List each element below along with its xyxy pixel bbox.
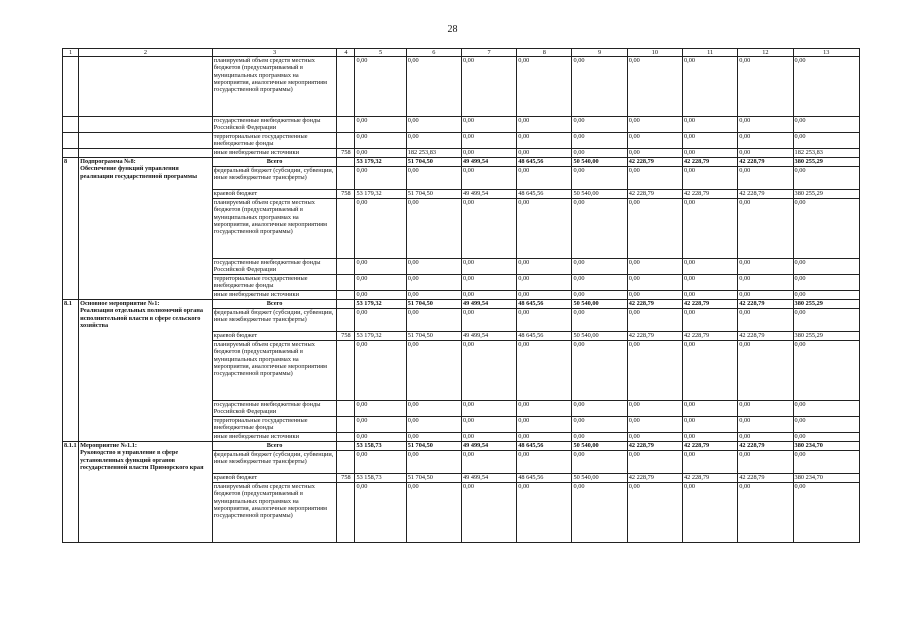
- value-cell: 0,00: [793, 133, 859, 149]
- funding-source-cell: государственные внебюджетные фонды Российской Федерации: [212, 117, 337, 133]
- value-cell: 53 179,32: [355, 190, 406, 199]
- total-value-cell: 49 499,54: [461, 158, 516, 167]
- value-cell: 0,00: [683, 401, 738, 417]
- page-number: 28: [447, 24, 458, 35]
- value-cell: 0,00: [572, 57, 627, 117]
- value-cell: 0,00: [793, 483, 859, 543]
- value-cell: 0,00: [738, 341, 793, 401]
- value-cell: 0,00: [627, 57, 682, 117]
- section-total-row: [63, 300, 860, 309]
- description-cell: [79, 300, 213, 442]
- budget-code-cell: [337, 158, 355, 167]
- value-cell: 0,00: [627, 483, 682, 543]
- total-value-cell: 49 499,54: [461, 300, 516, 309]
- budget-code-cell: 758: [337, 190, 355, 199]
- value-cell: 51 704,50: [406, 332, 461, 341]
- value-cell: 0,00: [406, 291, 461, 300]
- value-cell: 0,00: [627, 133, 682, 149]
- row-number-cell: 8: [63, 158, 79, 300]
- budget-code-cell: [337, 117, 355, 133]
- value-cell: 380 234,70: [793, 474, 859, 483]
- value-cell: 50 540,00: [572, 190, 627, 199]
- value-cell: 0,00: [683, 309, 738, 332]
- column-header: 6: [406, 49, 461, 57]
- value-cell: 0,00: [406, 259, 461, 275]
- value-cell: 0,00: [572, 199, 627, 259]
- value-cell: 0,00: [793, 167, 859, 190]
- value-cell: 0,00: [355, 433, 406, 442]
- section-description: Обеспечение функций управления реализации государственной программы: [80, 165, 198, 180]
- total-label-cell: Всего: [212, 158, 337, 167]
- funding-source-cell: территориальные государственные внебюджетные фонды: [212, 417, 337, 433]
- value-cell: 0,00: [355, 133, 406, 149]
- value-cell: 0,00: [793, 275, 859, 291]
- budget-code-cell: 758: [337, 474, 355, 483]
- total-value-cell: 51 704,50: [406, 300, 461, 309]
- value-cell: 0,00: [572, 401, 627, 417]
- value-cell: 0,00: [738, 149, 793, 158]
- value-cell: 0,00: [738, 275, 793, 291]
- value-cell: 0,00: [572, 117, 627, 133]
- value-cell: 0,00: [517, 275, 572, 291]
- value-cell: 0,00: [683, 167, 738, 190]
- value-cell: 0,00: [461, 167, 516, 190]
- column-header: 2: [79, 49, 213, 57]
- value-cell: 0,00: [793, 341, 859, 401]
- description-cell: [79, 57, 213, 117]
- value-cell: 0,00: [355, 401, 406, 417]
- total-value-cell: 51 704,50: [406, 158, 461, 167]
- total-value-cell: 42 228,79: [627, 158, 682, 167]
- total-value-cell: 49 499,54: [461, 442, 516, 451]
- value-cell: 0,00: [461, 401, 516, 417]
- section-description: Руководство и управление в сфере установленных функций органов государственной власти Приморского края: [80, 449, 204, 471]
- value-cell: 42 228,79: [627, 190, 682, 199]
- value-cell: 0,00: [793, 417, 859, 433]
- value-cell: 0,00: [738, 401, 793, 417]
- value-cell: 0,00: [461, 275, 516, 291]
- value-cell: 48 645,56: [517, 332, 572, 341]
- budget-code-cell: [337, 433, 355, 442]
- header-row: [63, 49, 860, 57]
- value-cell: 0,00: [683, 199, 738, 259]
- value-cell: 0,00: [793, 451, 859, 474]
- value-cell: 51 704,50: [406, 474, 461, 483]
- total-value-cell: 48 645,56: [517, 158, 572, 167]
- value-cell: 48 645,56: [517, 190, 572, 199]
- funding-source-cell: планируемый объем средств местных бюджетов (предусматриваемый в муниципальных программах на мероприятия, аналогичные мероприятиям государственной программы): [212, 199, 337, 259]
- total-value-cell: 380 234,70: [793, 442, 859, 451]
- budget-code-cell: [337, 259, 355, 275]
- value-cell: 0,00: [627, 199, 682, 259]
- description-cell: [79, 442, 213, 543]
- value-cell: 0,00: [572, 433, 627, 442]
- table-row: [63, 57, 860, 117]
- total-value-cell: 50 540,00: [572, 158, 627, 167]
- value-cell: 0,00: [406, 341, 461, 401]
- value-cell: 0,00: [517, 259, 572, 275]
- value-cell: 53 158,73: [355, 474, 406, 483]
- value-cell: 0,00: [461, 309, 516, 332]
- table-row: [63, 149, 860, 158]
- total-value-cell: 51 704,50: [406, 442, 461, 451]
- budget-code-cell: 758: [337, 332, 355, 341]
- total-value-cell: 42 228,79: [683, 158, 738, 167]
- funding-source-cell: территориальные государственные внебюджетные фонды: [212, 275, 337, 291]
- value-cell: 0,00: [572, 275, 627, 291]
- value-cell: 182 253,83: [406, 149, 461, 158]
- section-total-row: [63, 158, 860, 167]
- value-cell: 53 179,32: [355, 332, 406, 341]
- total-value-cell: 42 228,79: [683, 442, 738, 451]
- description-cell: [79, 158, 213, 300]
- value-cell: 0,00: [793, 309, 859, 332]
- value-cell: 0,00: [572, 417, 627, 433]
- value-cell: 0,00: [738, 417, 793, 433]
- value-cell: 0,00: [572, 451, 627, 474]
- value-cell: 0,00: [627, 117, 682, 133]
- value-cell: 0,00: [461, 417, 516, 433]
- value-cell: 0,00: [793, 401, 859, 417]
- value-cell: 0,00: [627, 417, 682, 433]
- value-cell: 0,00: [517, 433, 572, 442]
- value-cell: 0,00: [517, 117, 572, 133]
- value-cell: 0,00: [738, 483, 793, 543]
- funding-source-cell: иные внебюджетные источники: [212, 291, 337, 300]
- value-cell: 0,00: [683, 275, 738, 291]
- value-cell: 0,00: [683, 291, 738, 300]
- value-cell: 0,00: [355, 451, 406, 474]
- value-cell: 0,00: [406, 401, 461, 417]
- table-row: [63, 117, 860, 133]
- value-cell: 0,00: [572, 341, 627, 401]
- value-cell: 380 255,29: [793, 332, 859, 341]
- section-title: Основное мероприятие №1:: [80, 300, 160, 308]
- funding-source-cell: краевой бюджет: [212, 190, 337, 199]
- total-value-cell: 53 179,32: [355, 158, 406, 167]
- value-cell: 0,00: [572, 483, 627, 543]
- budget-code-cell: [337, 291, 355, 300]
- column-header: 4: [337, 49, 355, 57]
- row-number-cell: 8.1: [63, 300, 79, 442]
- value-cell: 0,00: [406, 199, 461, 259]
- value-cell: 0,00: [683, 57, 738, 117]
- value-cell: 0,00: [461, 433, 516, 442]
- total-value-cell: 42 228,79: [738, 158, 793, 167]
- value-cell: 0,00: [406, 417, 461, 433]
- value-cell: 0,00: [355, 483, 406, 543]
- value-cell: 42 228,79: [683, 474, 738, 483]
- description-cell: [79, 149, 213, 158]
- section-description: Реализация отдельных полномочий органа исполнительной власти в сфере сельского хозяйства: [80, 307, 203, 329]
- total-value-cell: 50 540,00: [572, 442, 627, 451]
- value-cell: 182 253,83: [793, 149, 859, 158]
- total-value-cell: 48 645,56: [517, 300, 572, 309]
- value-cell: 0,00: [355, 291, 406, 300]
- value-cell: 0,00: [793, 433, 859, 442]
- value-cell: 49 499,54: [461, 332, 516, 341]
- value-cell: 0,00: [406, 117, 461, 133]
- value-cell: 0,00: [517, 483, 572, 543]
- value-cell: 0,00: [517, 149, 572, 158]
- value-cell: 42 228,79: [683, 190, 738, 199]
- value-cell: 42 228,79: [627, 332, 682, 341]
- value-cell: 0,00: [461, 57, 516, 117]
- funding-source-cell: иные внебюджетные источники: [212, 149, 337, 158]
- total-label-cell: Всего: [212, 300, 337, 309]
- value-cell: 0,00: [517, 133, 572, 149]
- value-cell: 0,00: [461, 483, 516, 543]
- value-cell: 0,00: [683, 341, 738, 401]
- value-cell: 0,00: [461, 341, 516, 401]
- budget-code-cell: 758: [337, 149, 355, 158]
- value-cell: 0,00: [683, 133, 738, 149]
- funding-source-cell: федеральный бюджет (субсидии, субвенции, иные межбюджетные трансферты): [212, 309, 337, 332]
- budget-code-cell: [337, 417, 355, 433]
- value-cell: 0,00: [738, 259, 793, 275]
- budget-code-cell: [337, 57, 355, 117]
- value-cell: 42 228,79: [738, 332, 793, 341]
- value-cell: 0,00: [793, 199, 859, 259]
- description-cell: [79, 117, 213, 133]
- value-cell: 0,00: [355, 309, 406, 332]
- funding-source-cell: государственные внебюджетные фонды Российской Федерации: [212, 259, 337, 275]
- value-cell: 0,00: [406, 451, 461, 474]
- value-cell: 42 228,79: [738, 190, 793, 199]
- value-cell: 380 255,29: [793, 190, 859, 199]
- value-cell: 0,00: [517, 401, 572, 417]
- total-value-cell: 53 179,32: [355, 300, 406, 309]
- total-value-cell: 42 228,79: [738, 300, 793, 309]
- value-cell: 0,00: [738, 199, 793, 259]
- value-cell: 0,00: [406, 167, 461, 190]
- value-cell: 0,00: [683, 451, 738, 474]
- column-header: 12: [738, 49, 793, 57]
- value-cell: 0,00: [627, 275, 682, 291]
- value-cell: 0,00: [406, 309, 461, 332]
- budget-code-cell: [337, 341, 355, 401]
- total-value-cell: 42 228,79: [627, 442, 682, 451]
- funding-source-cell: государственные внебюджетные фонды Российской Федерации: [212, 401, 337, 417]
- section-title: Подпрограмма №8:: [80, 158, 136, 166]
- value-cell: 0,00: [627, 149, 682, 158]
- row-number-cell: [63, 117, 79, 133]
- column-header: 3: [212, 49, 337, 57]
- row-number-cell: 8.1.1: [63, 442, 79, 543]
- value-cell: 0,00: [355, 167, 406, 190]
- value-cell: 0,00: [572, 133, 627, 149]
- value-cell: 0,00: [406, 133, 461, 149]
- value-cell: 0,00: [572, 309, 627, 332]
- value-cell: 0,00: [627, 291, 682, 300]
- value-cell: 0,00: [793, 291, 859, 300]
- value-cell: 0,00: [517, 309, 572, 332]
- value-cell: 0,00: [738, 117, 793, 133]
- value-cell: 0,00: [572, 259, 627, 275]
- value-cell: 0,00: [517, 291, 572, 300]
- value-cell: 0,00: [517, 451, 572, 474]
- value-cell: 0,00: [406, 483, 461, 543]
- budget-code-cell: [337, 451, 355, 474]
- total-value-cell: 53 158,73: [355, 442, 406, 451]
- total-label-cell: Всего: [212, 442, 337, 451]
- budget-code-cell: [337, 309, 355, 332]
- value-cell: 0,00: [355, 117, 406, 133]
- value-cell: 42 228,79: [627, 474, 682, 483]
- budget-code-cell: [337, 133, 355, 149]
- value-cell: 0,00: [355, 417, 406, 433]
- value-cell: 50 540,00: [572, 332, 627, 341]
- value-cell: 0,00: [627, 341, 682, 401]
- value-cell: 0,00: [627, 167, 682, 190]
- total-value-cell: 42 228,79: [738, 442, 793, 451]
- funding-source-cell: краевой бюджет: [212, 332, 337, 341]
- column-header: 7: [461, 49, 516, 57]
- value-cell: 0,00: [627, 451, 682, 474]
- value-cell: 0,00: [738, 57, 793, 117]
- budget-code-cell: [337, 442, 355, 451]
- budget-code-cell: [337, 483, 355, 543]
- funding-source-cell: федеральный бюджет (субсидии, субвенции, иные межбюджетные трансферты): [212, 451, 337, 474]
- value-cell: 42 228,79: [738, 474, 793, 483]
- total-value-cell: 42 228,79: [683, 300, 738, 309]
- value-cell: 0,00: [683, 259, 738, 275]
- section-total-row: [63, 442, 860, 451]
- value-cell: 0,00: [683, 417, 738, 433]
- value-cell: 0,00: [517, 417, 572, 433]
- total-value-cell: 42 228,79: [627, 300, 682, 309]
- value-cell: 0,00: [406, 57, 461, 117]
- value-cell: 0,00: [627, 259, 682, 275]
- column-header: 9: [572, 49, 627, 57]
- total-value-cell: 50 540,00: [572, 300, 627, 309]
- value-cell: 42 228,79: [683, 332, 738, 341]
- value-cell: 0,00: [738, 309, 793, 332]
- value-cell: 0,00: [738, 133, 793, 149]
- funding-source-cell: планируемый объем средств местных бюджетов (предусматриваемый в муниципальных программах на мероприятия, аналогичные мероприятиям государственной программы): [212, 341, 337, 401]
- value-cell: 0,00: [461, 133, 516, 149]
- value-cell: 0,00: [461, 451, 516, 474]
- value-cell: 0,00: [572, 167, 627, 190]
- funding-source-cell: территориальные государственные внебюджетные фонды: [212, 133, 337, 149]
- value-cell: 0,00: [793, 57, 859, 117]
- funding-source-cell: иные внебюджетные источники: [212, 433, 337, 442]
- value-cell: 0,00: [627, 309, 682, 332]
- value-cell: 0,00: [517, 167, 572, 190]
- total-value-cell: 48 645,56: [517, 442, 572, 451]
- budget-table: [62, 48, 860, 543]
- table-row: [63, 133, 860, 149]
- budget-code-cell: [337, 199, 355, 259]
- funding-source-cell: краевой бюджет: [212, 474, 337, 483]
- value-cell: 0,00: [461, 149, 516, 158]
- value-cell: 0,00: [406, 433, 461, 442]
- value-cell: 49 499,54: [461, 190, 516, 199]
- value-cell: 0,00: [793, 117, 859, 133]
- value-cell: 0,00: [683, 149, 738, 158]
- row-number-cell: [63, 133, 79, 149]
- row-number-cell: [63, 57, 79, 117]
- value-cell: 0,00: [572, 149, 627, 158]
- funding-source-cell: планируемый объем средств местных бюджетов (предусматриваемый в муниципальных программах на мероприятия, аналогичные мероприятиям государственной программы): [212, 483, 337, 543]
- value-cell: 0,00: [738, 451, 793, 474]
- value-cell: 0,00: [355, 275, 406, 291]
- value-cell: 0,00: [517, 341, 572, 401]
- column-header: 5: [355, 49, 406, 57]
- funding-source-cell: планируемый объем средств местных бюджетов (предусматриваемый в муниципальных программах на мероприятия, аналогичные мероприятиям государственной программы): [212, 57, 337, 117]
- row-number-cell: [63, 149, 79, 158]
- total-value-cell: 380 255,29: [793, 158, 859, 167]
- column-header: 8: [517, 49, 572, 57]
- description-cell: [79, 133, 213, 149]
- budget-code-cell: [337, 300, 355, 309]
- value-cell: 0,00: [355, 341, 406, 401]
- value-cell: 48 645,56: [517, 474, 572, 483]
- value-cell: 50 540,00: [572, 474, 627, 483]
- value-cell: 0,00: [461, 199, 516, 259]
- section-title: Мероприятие №1.1:: [80, 442, 137, 450]
- value-cell: 51 704,50: [406, 190, 461, 199]
- funding-source-cell: федеральный бюджет (субсидии, субвенции, иные межбюджетные трансферты): [212, 167, 337, 190]
- total-value-cell: 380 255,29: [793, 300, 859, 309]
- value-cell: 0,00: [627, 433, 682, 442]
- value-cell: 49 499,54: [461, 474, 516, 483]
- budget-code-cell: [337, 401, 355, 417]
- value-cell: 0,00: [793, 259, 859, 275]
- value-cell: 0,00: [683, 117, 738, 133]
- column-header: 1: [63, 49, 79, 57]
- value-cell: 0,00: [738, 291, 793, 300]
- value-cell: 0,00: [406, 275, 461, 291]
- budget-code-cell: [337, 275, 355, 291]
- value-cell: 0,00: [461, 259, 516, 275]
- value-cell: 0,00: [461, 117, 516, 133]
- value-cell: 0,00: [683, 433, 738, 442]
- column-header: 11: [683, 49, 738, 57]
- value-cell: 0,00: [572, 291, 627, 300]
- value-cell: 0,00: [627, 401, 682, 417]
- value-cell: 0,00: [738, 167, 793, 190]
- value-cell: 0,00: [355, 199, 406, 259]
- column-header: 13: [793, 49, 859, 57]
- value-cell: 0,00: [355, 57, 406, 117]
- value-cell: 0,00: [461, 291, 516, 300]
- value-cell: 0,00: [517, 57, 572, 117]
- column-header: 10: [627, 49, 682, 57]
- budget-code-cell: [337, 167, 355, 190]
- value-cell: 0,00: [738, 433, 793, 442]
- value-cell: 0,00: [683, 483, 738, 543]
- value-cell: 0,00: [517, 199, 572, 259]
- value-cell: 0,00: [355, 259, 406, 275]
- value-cell: 0,00: [355, 149, 406, 158]
